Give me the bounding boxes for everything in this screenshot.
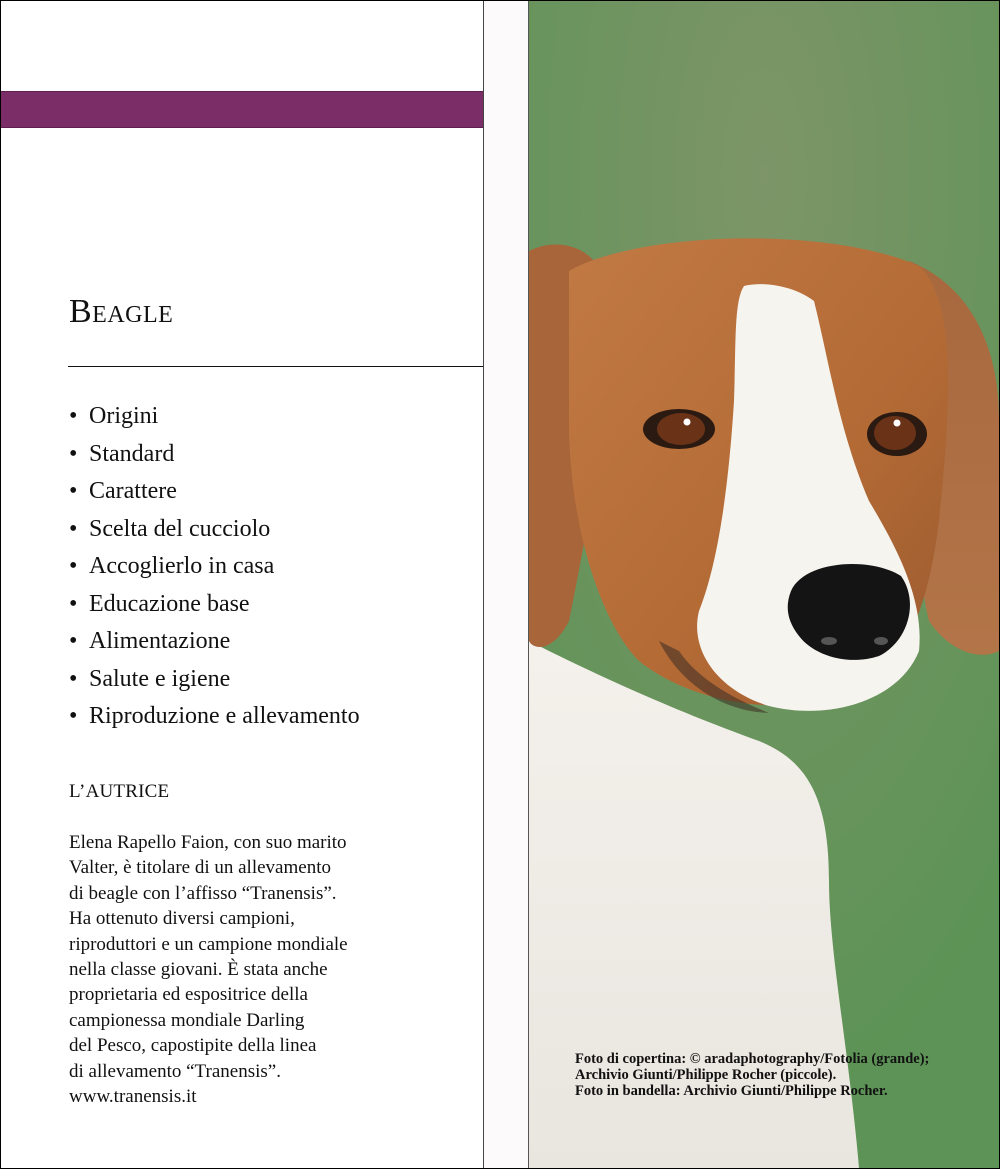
author-heading: L’AUTRICE xyxy=(69,781,170,802)
list-item-label: Standard xyxy=(89,440,175,467)
bullet-icon: • xyxy=(69,703,78,729)
bullet-icon: • xyxy=(69,515,78,542)
list-item-label: Salute e igiene xyxy=(89,665,231,692)
list-item-label: Alimentazione xyxy=(89,628,231,654)
bio-line: di allevamento “Tranensis”. xyxy=(69,1060,281,1082)
bio-line: Elena Rapello Faion, con suo marito xyxy=(69,832,347,853)
bullet-icon: • xyxy=(69,590,78,617)
credit-line: Foto in bandella: Archivio Giunti/Philippe Rocher. xyxy=(575,1083,888,1099)
bio-line: riproduttori e un campione mondiale xyxy=(69,933,348,955)
list-item-label: Educazione base xyxy=(89,590,250,617)
bullet-icon: • xyxy=(69,665,78,692)
book-title: Beagle xyxy=(69,293,174,330)
bio-line: del Pesco, capostipite della linea xyxy=(69,1035,317,1057)
bullet-icon: • xyxy=(69,478,78,504)
list-item-label: Scelta del cucciolo xyxy=(89,515,271,542)
credit-line: Archivio Giunti/Philippe Rocher (piccole). xyxy=(575,1067,837,1083)
bio-line: di beagle con l’affisso “Tranensis”. xyxy=(69,882,337,904)
bio-line: nella classe giovani. È stata anche xyxy=(69,959,328,981)
bio-line: Ha ottenuto diversi campioni, xyxy=(69,908,295,930)
bio-line: Valter, è titolare di un allevamento xyxy=(69,857,331,879)
bullet-icon: • xyxy=(69,628,78,654)
bullet-icon: • xyxy=(69,403,78,429)
author-website: www.tranensis.it xyxy=(69,1086,197,1108)
bullet-icon: • xyxy=(69,553,78,579)
bio-line: campionessa mondiale Darling xyxy=(69,1009,305,1031)
list-item-label: Carattere xyxy=(89,478,177,504)
credit-line: Foto di copertina: © aradaphotography/Fotolia (grande); xyxy=(575,1051,930,1067)
bio-line: proprietaria ed espositrice della xyxy=(69,984,308,1006)
list-item-label: Accoglierlo in casa xyxy=(89,553,275,579)
bullet-icon: • xyxy=(69,440,78,467)
list-item-label: Origini xyxy=(89,403,159,429)
list-item-label: Riproduzione e allevamento xyxy=(89,703,360,729)
